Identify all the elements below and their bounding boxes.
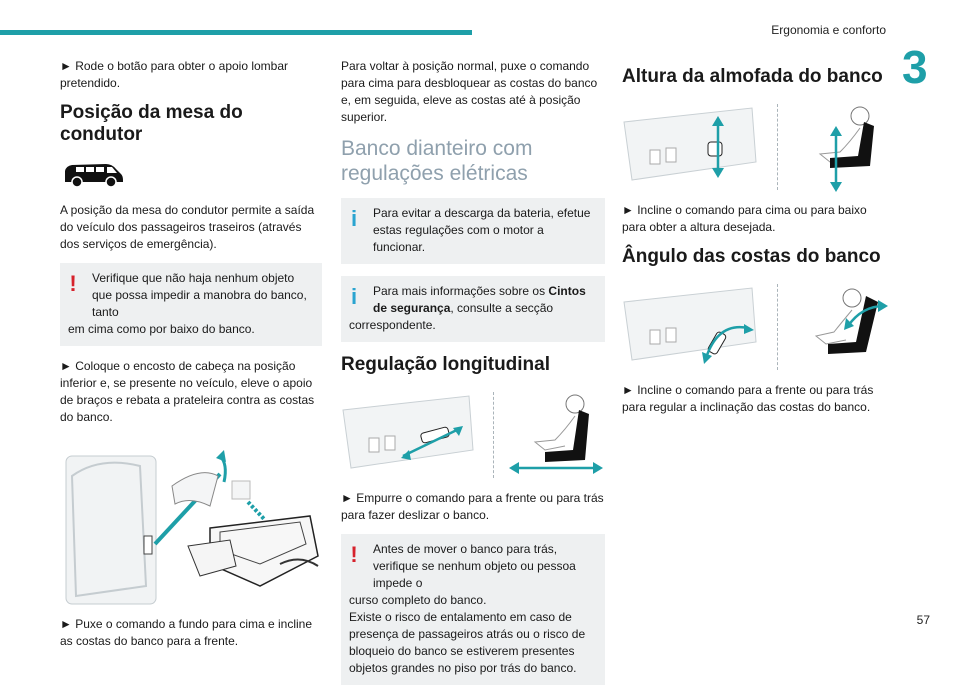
warning-text: Verifique que não haja nenhum objeto que possa impedir a manobra do banco, tanto <box>92 271 307 319</box>
warning-exclamation-icon: ! <box>69 271 77 296</box>
figure-divider <box>777 284 778 370</box>
info-text-cont: correspondente. <box>349 318 436 332</box>
heading-cushion-height: Altura da almofada do banco <box>622 66 883 87</box>
slide-instruction: ► Empurre o comando para a frente ou para trás para fazer deslizar o banco. <box>341 491 604 522</box>
top-accent-bar <box>0 30 472 35</box>
heading-electric-seat: Banco dianteiro com regulações elétricas <box>341 137 533 185</box>
seat-table-illustration <box>60 436 322 606</box>
warning-note-2 <box>341 534 605 685</box>
section-title: Ergonomia e conforto <box>771 23 886 37</box>
seatbelts-reference: Cintos de segurança <box>373 284 586 315</box>
info-text <box>349 283 597 317</box>
warning-text-cont: em cima como por baixo do banco. <box>68 322 255 336</box>
van-icon <box>62 160 322 188</box>
figure-divider <box>777 104 778 190</box>
warning-text-cont: curso completo do banco. <box>349 593 487 607</box>
column-2 <box>341 58 605 697</box>
figure-divider <box>493 392 494 478</box>
headrest-instruction: ► Coloque o encosto de cabeça na posição inferior e, se presente no veículo, eleve o apoio de braços e rebata a prateleira contra as costas do banco. <box>60 359 315 424</box>
backrest-instruction: ► Incline o comando para a frente ou para trás para regular a inclinação das costas do banco. <box>622 383 874 414</box>
info-text: Para evitar a descarga da bateria, efetue estas regulações com o motor a funcionar. <box>373 206 591 254</box>
column-1 <box>60 58 322 660</box>
info-note-1 <box>341 198 605 264</box>
table-description: A posição da mesa do condutor permite a saída do veículo dos passageiros traseiros (através dos serviços de emergência). <box>60 203 315 251</box>
pull-control-instruction: ► Puxe o comando a fundo para cima e incline as costas do banco para a frente. <box>60 617 313 648</box>
chapter-number: 3 <box>902 41 928 93</box>
longitudinal-illustration <box>341 390 605 480</box>
column-3 <box>622 58 890 426</box>
warning-text: Antes de mover o banco para trás, verifique se nenhum objeto ou pessoa impede o <box>373 542 576 590</box>
info-note-2 <box>341 276 605 342</box>
backrest-angle-illustration <box>622 282 890 372</box>
warning-text-risk: Existe o risco de entalamento em caso de presença de passageiros atrás ou o risco de bloqueio do banco se estiverem presentes objetos grandes no piso por trás do banco. <box>349 610 586 675</box>
return-position-text: Para voltar à posição normal, puxe o comando para cima para desbloquear as costas do banco e, em seguida, eleve as costas até à posição superior. <box>341 59 598 124</box>
warning-note-1 <box>60 263 322 346</box>
lumbar-instruction: ► Rode o botão para obter o apoio lombar pretendido. <box>60 59 289 90</box>
warning-exclamation-icon: ! <box>350 542 358 567</box>
info-icon: i <box>350 206 358 231</box>
heading-driver-table: Posição da mesa do condutor <box>60 102 243 145</box>
page-number: 57 <box>916 613 930 627</box>
info-text-part: , consulte a secção <box>450 301 554 315</box>
info-text-part: Para mais informações sobre os <box>373 284 549 298</box>
cushion-height-illustration <box>622 102 890 192</box>
info-icon: i <box>350 284 358 309</box>
cushion-instruction: ► Incline o comando para cima ou para baixo para obter a altura desejada. <box>622 203 867 234</box>
heading-backrest-angle: Ângulo das costas do banco <box>622 246 881 267</box>
heading-longitudinal: Regulação longitudinal <box>341 354 551 375</box>
